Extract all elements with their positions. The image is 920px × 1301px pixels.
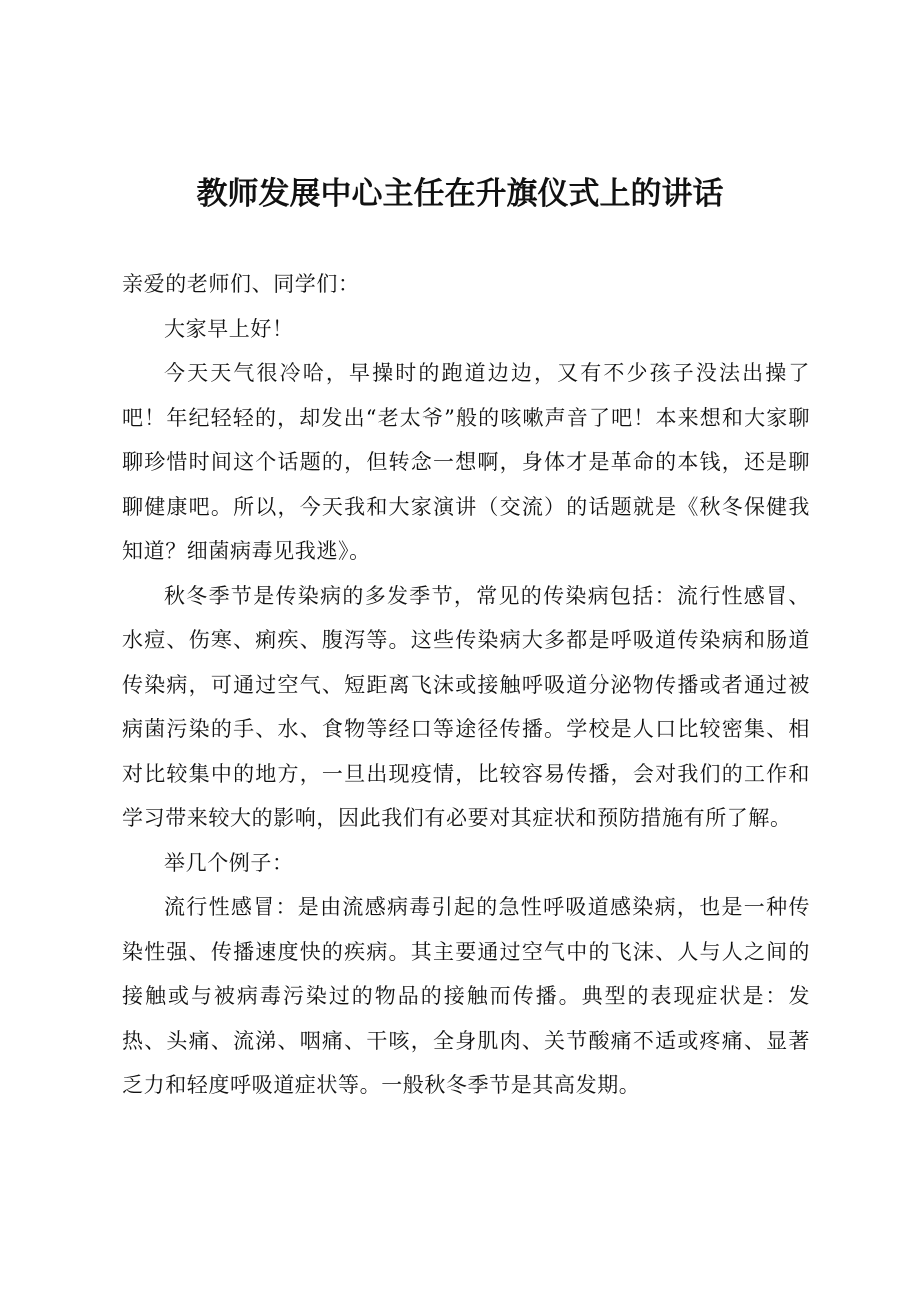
paragraph-weather: 今天天气很冷哈，早操时的跑道边边，又有不少孩子没法出操了吧！年纪轻轻的，却发出“老太爷”般的咳嗽声音了吧！本来想和大家聊聊珍惜时间这个话题的，但转念一想啊，身体才是革命的本钱，还是聊聊健康吧。所以，今天我和大家演讲（交流）的话题就是《秋冬保健我知道？细菌病毒见我逃》。	[122, 361, 810, 563]
paragraph-greeting: 大家早上好！	[164, 316, 294, 341]
salutation: 亲爱的老师们、同学们：	[122, 272, 360, 296]
document-title: 教师发展中心主任在升旗仪式上的讲话	[196, 176, 724, 212]
paragraph-influenza: 流行性感冒：是由流感病毒引起的急性呼吸道感染病，也是一种传染性强、传播速度快的疾病。其主要通过空气中的飞沫、人与人之间的接触或与被病毒污染过的物品的接触而传播。典型的表现症状是：发热、头痛、流涕、咽痛、干咳，全身肌肉、关节酸痛不适或疼痛、显著乏力和轻度呼吸道症状等。一般秋冬季节是其高发期。	[122, 895, 810, 1097]
paragraph-infectious-diseases: 秋冬季节是传染病的多发季节，常见的传染病包括：流行性感冒、水痘、伤寒、痢疾、腹泻等。这些传染病大多都是呼吸道传染病和肠道传染病，可通过空气、短距离飞沫或接触呼吸道分泌物传播或者通过被病菌污染的手、水、食物等经口等途径传播。学校是人口比较密集、相对比较集中的地方，一旦出现疫情，比较容易传播，会对我们的工作和学习带来较大的影响，因此我们有必要对其症状和预防措施有所了解。	[122, 583, 810, 830]
document-body	[122, 262, 810, 1108]
paragraph-examples-intro: 举几个例子：	[164, 850, 294, 875]
